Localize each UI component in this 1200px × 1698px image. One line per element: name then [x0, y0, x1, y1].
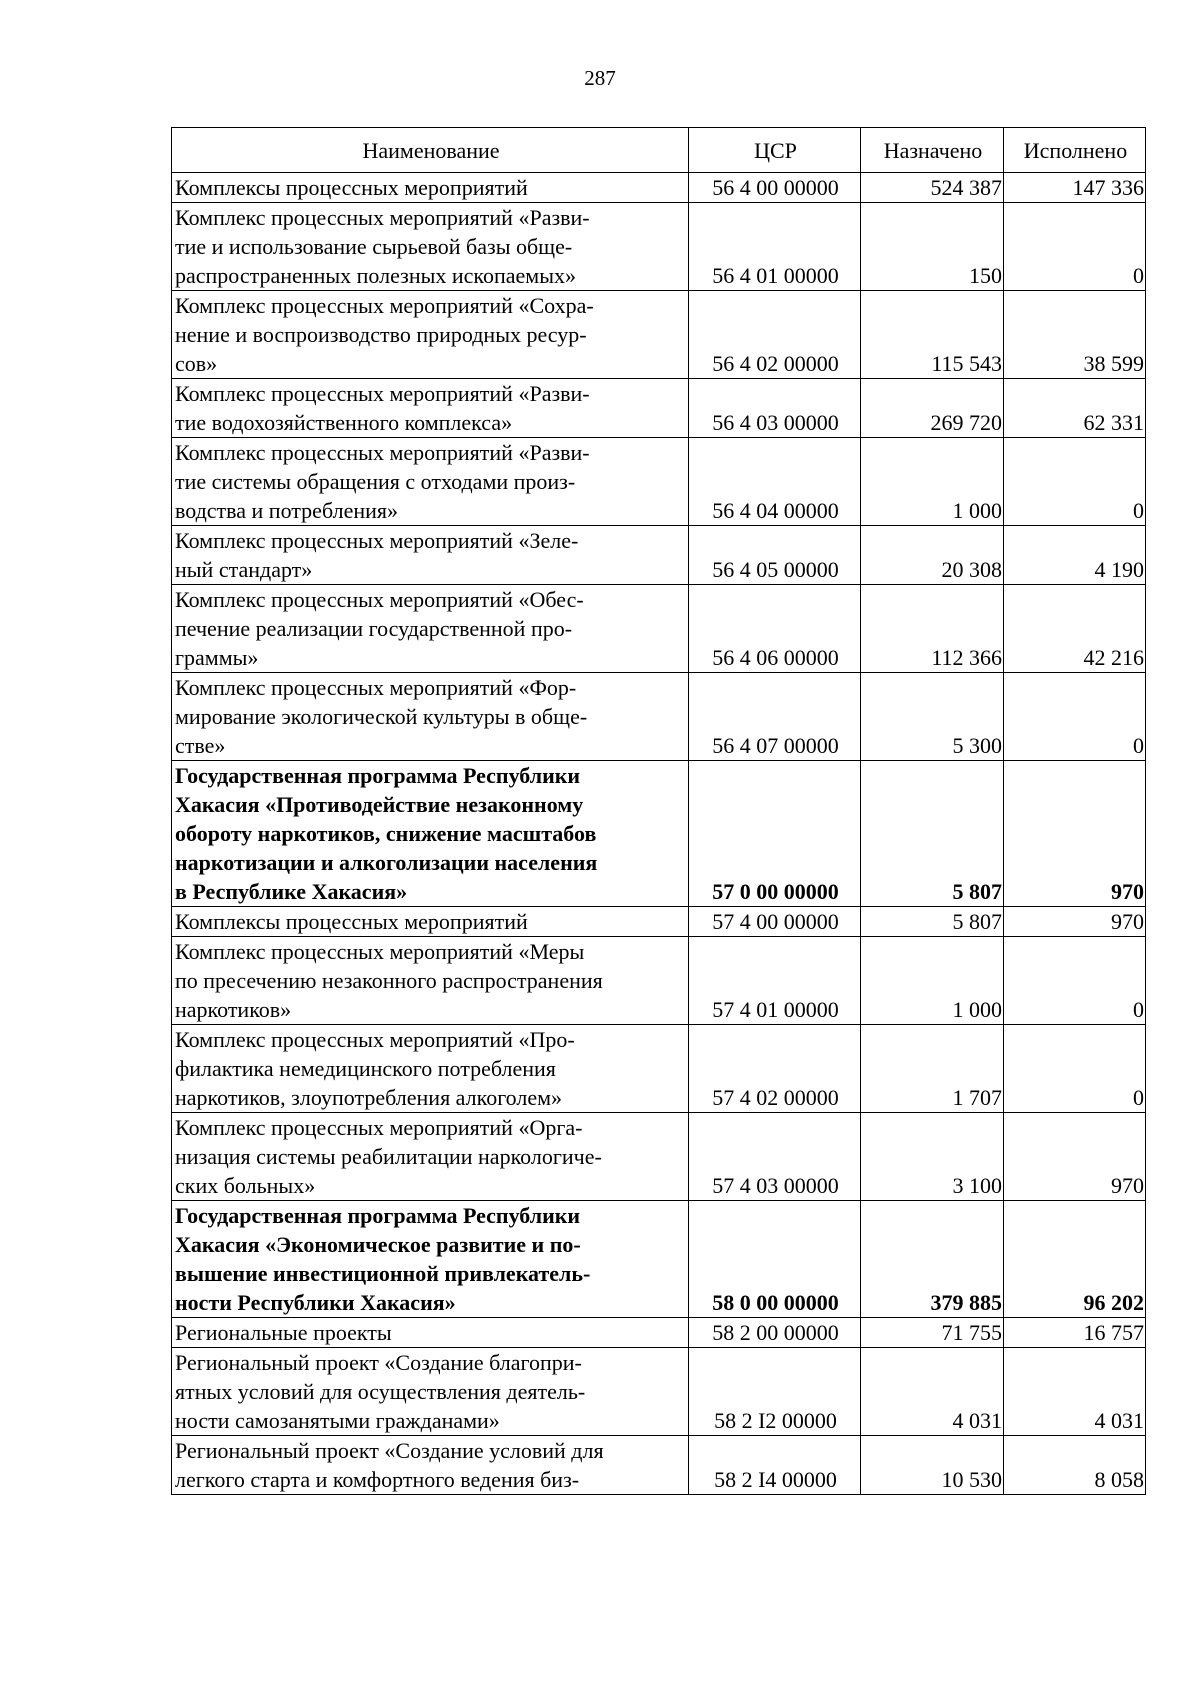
table-row: [172, 585, 1146, 673]
row-planned-cell: 269 720: [861, 379, 1004, 438]
header-name: Наименование: [172, 128, 689, 173]
header-executed: Исполнено: [1004, 128, 1146, 173]
table-row: [172, 173, 1146, 203]
row-name-cell: Государственная программа Республики Хакасия «Противодействие незаконному обороту наркотиков, снижение масштабов наркотизации и алкоголизации населения в Республике Хакасия»: [172, 761, 689, 907]
row-code-cell: 57 4 03 00000: [689, 1113, 861, 1201]
row-executed-cell: 38 599: [1004, 291, 1146, 379]
table-row: [172, 1318, 1146, 1348]
row-planned-cell: 20 308: [861, 526, 1004, 585]
header-planned: Назначено: [861, 128, 1004, 173]
row-name-cell: Комплекс процессных мероприятий «Обес- печение реализации государственной про- граммы»: [172, 585, 689, 673]
row-code-cell: 57 4 01 00000: [689, 937, 861, 1025]
row-name-cell: Комплекс процессных мероприятий «Разви- тие системы обращения с отходами произ- водства и потребления»: [172, 438, 689, 526]
row-planned-cell: 5 807: [861, 761, 1004, 907]
row-executed-cell: 0: [1004, 203, 1146, 291]
row-code-cell: 57 4 00 00000: [689, 907, 861, 937]
row-code-cell: 56 4 02 00000: [689, 291, 861, 379]
header-code: ЦСР: [689, 128, 861, 173]
row-executed-cell: 970: [1004, 761, 1146, 907]
row-executed-cell: 4 031: [1004, 1348, 1146, 1436]
table-row: [172, 1348, 1146, 1436]
table-row: [172, 203, 1146, 291]
row-code-cell: 56 4 00 00000: [689, 173, 861, 203]
row-code-cell: 56 4 07 00000: [689, 673, 861, 761]
table-row: [172, 1436, 1146, 1495]
row-executed-cell: 16 757: [1004, 1318, 1146, 1348]
row-name-cell: Комплексы процессных мероприятий: [172, 173, 689, 203]
row-name-cell: Комплексы процессных мероприятий: [172, 907, 689, 937]
row-executed-cell: 0: [1004, 438, 1146, 526]
row-code-cell: 56 4 06 00000: [689, 585, 861, 673]
row-name-cell: Комплекс процессных мероприятий «Орга- низация системы реабилитации наркологиче- ских больных»: [172, 1113, 689, 1201]
row-planned-cell: 71 755: [861, 1318, 1004, 1348]
table-row: [172, 673, 1146, 761]
row-executed-cell: 147 336: [1004, 173, 1146, 203]
row-code-cell: 58 2 I4 00000: [689, 1436, 861, 1495]
row-code-cell: 58 2 I2 00000: [689, 1348, 861, 1436]
table-row: [172, 526, 1146, 585]
table-row: [172, 907, 1146, 937]
row-executed-cell: 42 216: [1004, 585, 1146, 673]
table-row: [172, 379, 1146, 438]
row-executed-cell: 8 058: [1004, 1436, 1146, 1495]
row-code-cell: 58 2 00 00000: [689, 1318, 861, 1348]
row-name-cell: Комплекс процессных мероприятий «Сохра- нение и воспроизводство природных ресур- сов»: [172, 291, 689, 379]
row-planned-cell: 5 807: [861, 907, 1004, 937]
row-code-cell: 57 4 02 00000: [689, 1025, 861, 1113]
row-executed-cell: 970: [1004, 1113, 1146, 1201]
row-executed-cell: 62 331: [1004, 379, 1146, 438]
row-executed-cell: 0: [1004, 673, 1146, 761]
table-row: [172, 438, 1146, 526]
row-code-cell: 56 4 04 00000: [689, 438, 861, 526]
row-code-cell: 56 4 05 00000: [689, 526, 861, 585]
row-planned-cell: 115 543: [861, 291, 1004, 379]
row-name-cell: Комплекс процессных мероприятий «Меры по пресечению незаконного распространения наркотиков»: [172, 937, 689, 1025]
row-code-cell: 57 0 00 00000: [689, 761, 861, 907]
page-number: 287: [584, 66, 616, 90]
row-name-cell: Комплекс процессных мероприятий «Зеле- ный стандарт»: [172, 526, 689, 585]
row-name-cell: Региональные проекты: [172, 1318, 689, 1348]
budget-execution-table: [171, 127, 1146, 1495]
row-planned-cell: 112 366: [861, 585, 1004, 673]
row-planned-cell: 1 000: [861, 438, 1004, 526]
table-body: [172, 173, 1146, 1495]
row-executed-cell: 970: [1004, 907, 1146, 937]
row-name-cell: Государственная программа Республики Хакасия «Экономическое развитие и по- вышение инвестиционной привлекатель- ности Республики Хакасия»: [172, 1201, 689, 1318]
table-row: [172, 291, 1146, 379]
table-row: [172, 1113, 1146, 1201]
row-executed-cell: 96 202: [1004, 1201, 1146, 1318]
row-planned-cell: 379 885: [861, 1201, 1004, 1318]
row-name-cell: Комплекс процессных мероприятий «Фор- мирование экологической культуры в обще- стве»: [172, 673, 689, 761]
table-row: [172, 761, 1146, 907]
row-planned-cell: 1 707: [861, 1025, 1004, 1113]
table-row: [172, 1025, 1146, 1113]
row-name-cell: Региональный проект «Создание благопри- ятных условий для осуществления деятель- ности самозанятыми гражданами»: [172, 1348, 689, 1436]
row-code-cell: 58 0 00 00000: [689, 1201, 861, 1318]
row-planned-cell: 3 100: [861, 1113, 1004, 1201]
row-executed-cell: 0: [1004, 937, 1146, 1025]
row-executed-cell: 0: [1004, 1025, 1146, 1113]
row-name-cell: Региональный проект «Создание условий для легкого старта и комфортного ведения биз-: [172, 1436, 689, 1495]
row-executed-cell: 4 190: [1004, 526, 1146, 585]
table-row: [172, 937, 1146, 1025]
row-planned-cell: 5 300: [861, 673, 1004, 761]
row-planned-cell: 524 387: [861, 173, 1004, 203]
row-name-cell: Комплекс процессных мероприятий «Разви- тие водохозяйственного комплекса»: [172, 379, 689, 438]
table-header-row: [172, 128, 1146, 173]
row-planned-cell: 1 000: [861, 937, 1004, 1025]
row-code-cell: 56 4 03 00000: [689, 379, 861, 438]
row-planned-cell: 10 530: [861, 1436, 1004, 1495]
row-code-cell: 56 4 01 00000: [689, 203, 861, 291]
row-planned-cell: 4 031: [861, 1348, 1004, 1436]
row-planned-cell: 150: [861, 203, 1004, 291]
row-name-cell: Комплекс процессных мероприятий «Разви- тие и использование сырьевой базы обще- распространенных полезных ископаемых»: [172, 203, 689, 291]
table-row: [172, 1201, 1146, 1318]
row-name-cell: Комплекс процессных мероприятий «Про- филактика немедицинского потребления наркотиков, злоупотребления алкоголем»: [172, 1025, 689, 1113]
